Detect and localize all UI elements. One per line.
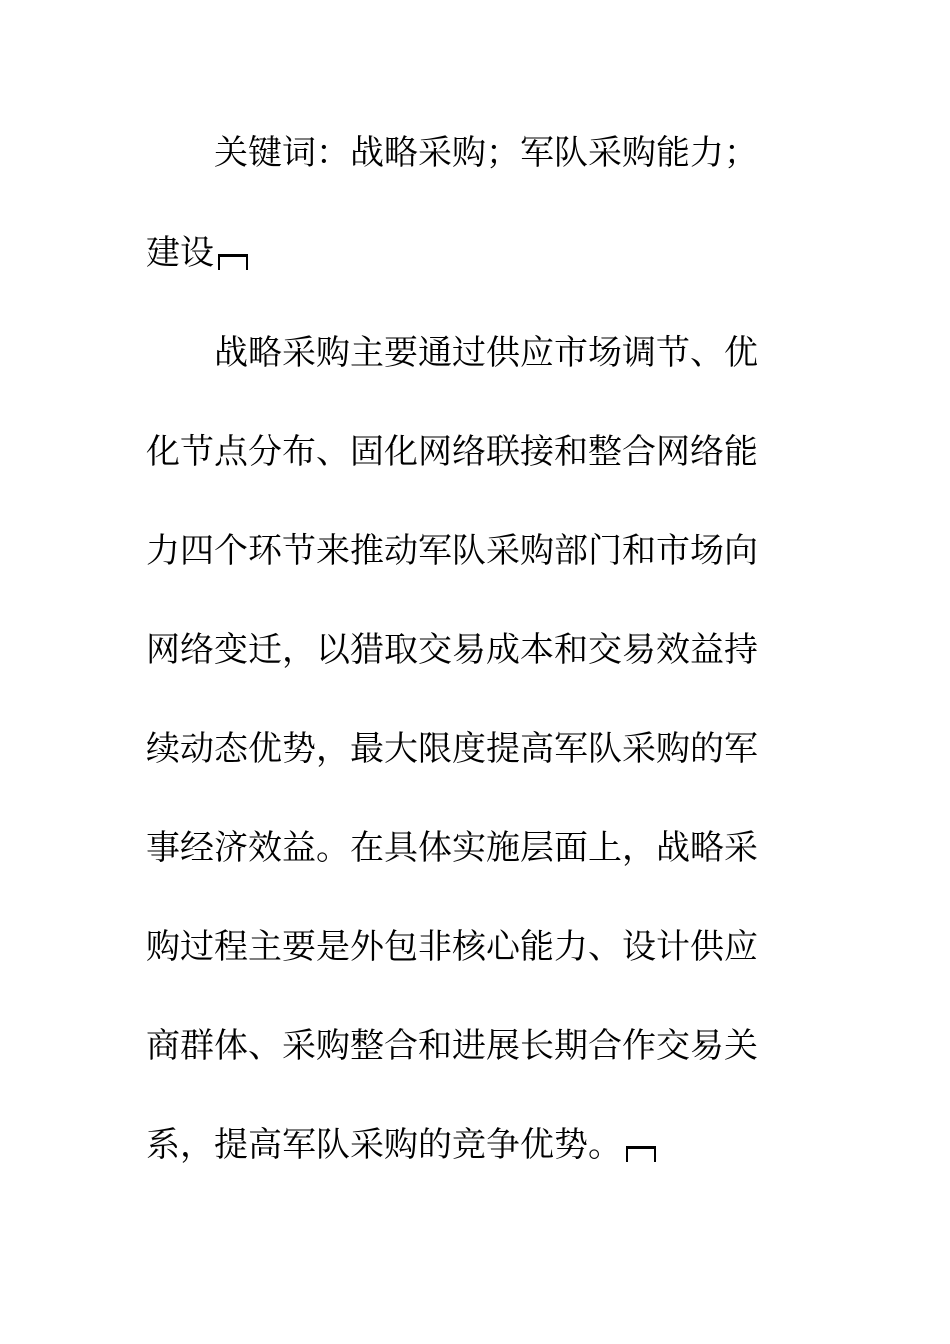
paragraph-text: 网络变迁，以猎取交易成本和交易效益持 <box>146 630 758 670</box>
keywords-text-1: 关键词：战略采购；军队采购能力； <box>214 133 758 173</box>
keywords-text-2: 建设 <box>146 233 214 273</box>
paragraph-line <box>146 625 786 675</box>
paragraph-text: 续动态优势，最大限度提高军队采购的军 <box>146 729 758 769</box>
paragraph-text: 力四个环节来推动军队采购部门和市场向 <box>146 531 758 571</box>
paragraph-line <box>146 1021 786 1071</box>
paragraph-line <box>146 922 786 972</box>
paragraph-line <box>146 526 786 576</box>
paragraph-text: 战略采购主要通过供应市场调节、优 <box>214 333 758 373</box>
paragraph-line <box>146 1120 786 1170</box>
paragraph-text: 商群体、采购整合和进展长期合作交易关 <box>146 1026 758 1066</box>
paragraph-text: 化节点分布、固化网络联接和整合网络能 <box>146 432 758 472</box>
paragraph-mark-icon <box>626 1146 656 1162</box>
paragraph-text: 购过程主要是外包非核心能力、设计供应 <box>146 927 758 967</box>
keywords-line-1 <box>214 128 786 178</box>
paragraph-mark-icon <box>218 254 248 270</box>
paragraph-text: 系，提高军队采购的竞争优势。 <box>146 1125 622 1165</box>
paragraph-line <box>146 724 786 774</box>
paragraph-text: 事经济效益。在具体实施层面上，战略采 <box>146 828 758 868</box>
paragraph-line <box>146 823 786 873</box>
paragraph-line <box>146 427 786 477</box>
keywords-line-2 <box>146 228 786 278</box>
paragraph-line <box>214 328 786 378</box>
